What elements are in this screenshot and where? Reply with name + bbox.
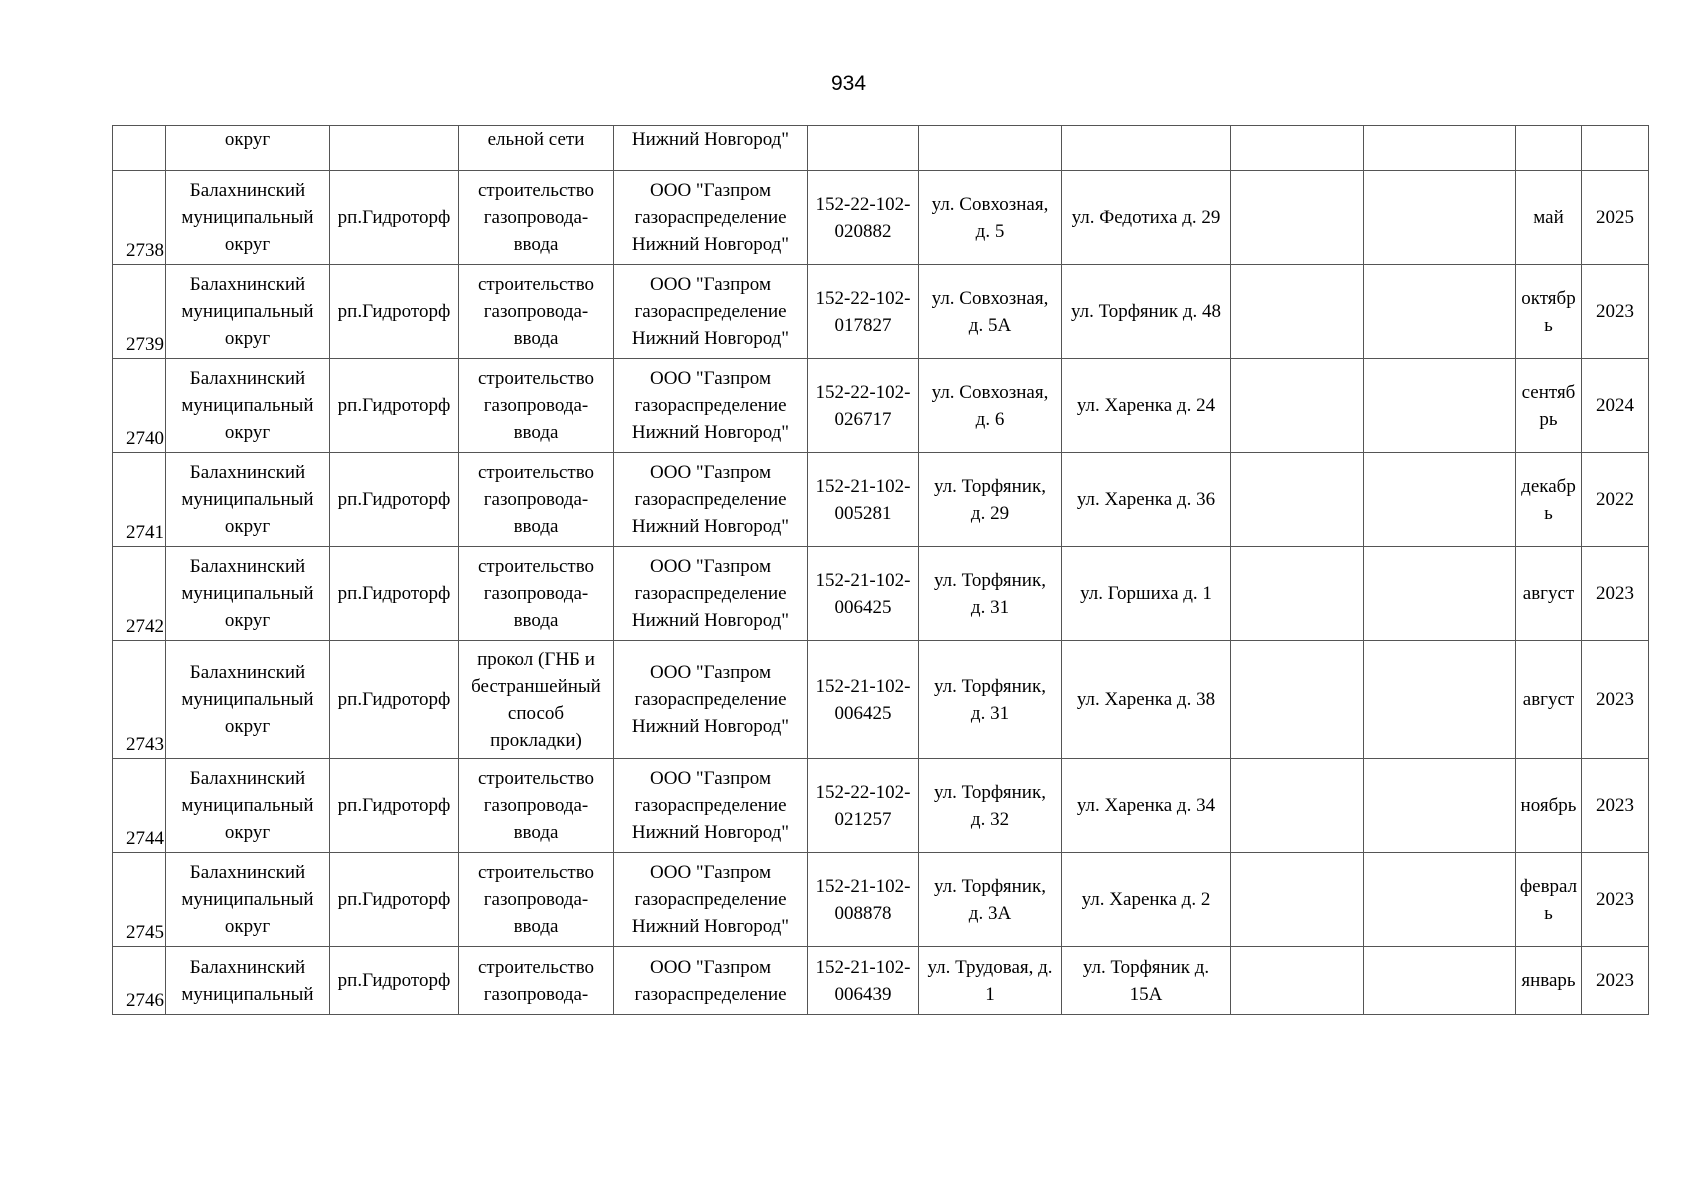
organization-cell — [614, 265, 808, 359]
district-line: муниципальный — [181, 301, 314, 322]
month-line: май — [1533, 207, 1564, 228]
application-code-cell — [808, 171, 919, 265]
district-line: округ — [224, 516, 271, 537]
month-cell — [1516, 453, 1582, 547]
object-address-cell — [919, 641, 1062, 759]
object-address-cell — [919, 359, 1062, 453]
district-line: муниципальный — [181, 207, 314, 228]
object-address-cell — [919, 947, 1062, 1015]
month-cell — [1516, 171, 1582, 265]
application-code-cell — [808, 759, 919, 853]
month-cell — [1516, 547, 1582, 641]
work-type-line: ельной сети — [487, 129, 585, 150]
month-line: ь — [1544, 502, 1553, 524]
object-address-line: 1 — [985, 983, 995, 1005]
work-type-line: газопровода- — [483, 489, 589, 510]
connection-address-line: ул. Харенка д. 24 — [1076, 395, 1216, 416]
object-address-line: д. 5 — [975, 220, 1005, 242]
month-line: декабр — [1521, 475, 1576, 497]
object-address-line: д. 31 — [970, 596, 1010, 618]
application-code-cell — [808, 359, 919, 453]
connection-address-line: ул. Торфяник д. — [1082, 956, 1210, 978]
work-type-line: газопровода- — [483, 395, 589, 416]
work-type-cell — [459, 171, 614, 265]
organization-line: ООО "Газпром — [650, 180, 771, 201]
application-code-line: 006425 — [834, 702, 892, 724]
table-row-continuation — [113, 126, 1649, 171]
settlement-cell: рп.Гидроторф — [330, 453, 459, 547]
district-line: округ — [224, 822, 271, 843]
connection-address-cell — [1062, 641, 1231, 759]
organization-line: газораспределение — [634, 395, 787, 416]
empty-cell — [1231, 641, 1364, 759]
application-code-cell — [808, 853, 919, 947]
organization-cell — [614, 453, 808, 547]
object-address-cell — [919, 265, 1062, 359]
work-type-line: ввода — [513, 422, 559, 443]
application-code-line: 152-21-102- — [815, 956, 911, 978]
district-cell — [166, 126, 330, 171]
application-code-line: 020882 — [834, 220, 892, 242]
year-cell: 2023 — [1582, 853, 1649, 947]
month-line: рь — [1539, 408, 1558, 430]
organization-cell — [614, 126, 808, 171]
empty-cell — [1364, 641, 1516, 759]
object-address-line: ул. Совхозная, — [931, 381, 1049, 403]
district-line: муниципальный — [181, 395, 314, 416]
row-number: 2743 — [113, 641, 166, 759]
year-cell: 2023 — [1582, 641, 1649, 759]
settlement-cell: рп.Гидроторф — [330, 265, 459, 359]
table-body — [113, 126, 1649, 1015]
object-address-line: д. 3А — [968, 902, 1012, 924]
empty-cell — [1364, 759, 1516, 853]
district-line: Балахнинский — [189, 180, 306, 201]
empty-cell — [1231, 853, 1364, 947]
work-type-cell — [459, 359, 614, 453]
empty-cell — [1364, 171, 1516, 265]
gasification-registry-table — [112, 125, 1649, 1015]
district-cell — [166, 759, 330, 853]
work-type-line: газопровода- — [483, 583, 589, 604]
work-type-line: строительство — [477, 368, 595, 389]
work-type-line: прокол (ГНБ и — [477, 648, 595, 670]
object-address-line: д. 5А — [968, 314, 1012, 336]
year-cell — [1582, 126, 1649, 171]
settlement-cell: рп.Гидроторф — [330, 853, 459, 947]
organization-line: Нижний Новгород" — [631, 516, 790, 537]
district-cell — [166, 265, 330, 359]
work-type-line: строительство — [477, 180, 595, 201]
district-line: муниципальный — [181, 583, 314, 604]
month-line: ь — [1544, 314, 1553, 336]
work-type-line: прокладки) — [490, 729, 582, 751]
application-code-line: 152-21-102- — [815, 875, 911, 897]
object-address-line: д. 29 — [970, 502, 1010, 524]
district-line: округ — [224, 610, 271, 631]
application-code-cell — [808, 641, 919, 759]
work-type-line: ввода — [513, 516, 559, 537]
organization-line: Нижний Новгород" — [631, 328, 790, 349]
work-type-line: газопровода- — [483, 301, 589, 322]
district-line: Балахнинский — [189, 768, 306, 789]
empty-cell — [1231, 547, 1364, 641]
application-code-cell — [808, 265, 919, 359]
month-line: ноябрь — [1520, 795, 1577, 816]
organization-line: газораспределение — [634, 983, 787, 1005]
district-cell — [166, 947, 330, 1015]
month-cell — [1516, 947, 1582, 1015]
year-cell: 2023 — [1582, 265, 1649, 359]
organization-line: ООО "Газпром — [650, 368, 771, 389]
row-number: 2740 — [113, 359, 166, 453]
table-row — [113, 453, 1649, 547]
object-address-line: ул. Трудовая, д. — [927, 956, 1053, 978]
connection-address-cell — [1062, 126, 1231, 171]
organization-line: ООО "Газпром — [650, 662, 771, 683]
page-number: 934 — [830, 72, 867, 95]
object-address-cell — [919, 171, 1062, 265]
connection-address-line: ул. Горшиха д. 1 — [1080, 583, 1212, 604]
year-cell: 2022 — [1582, 453, 1649, 547]
month-cell — [1516, 641, 1582, 759]
month-line: август — [1522, 689, 1575, 710]
connection-address-line: 15А — [1129, 983, 1163, 1005]
organization-line: ООО "Газпром — [650, 768, 771, 789]
empty-cell — [1231, 265, 1364, 359]
work-type-line: газопровода- — [483, 889, 589, 910]
connection-address-cell — [1062, 947, 1231, 1015]
application-code-line: 152-22-102- — [815, 287, 911, 309]
district-line: Балахнинский — [189, 368, 306, 389]
application-code-line: 152-21-102- — [815, 569, 911, 591]
district-line: Балахнинский — [189, 862, 306, 883]
organization-line: Нижний Новгород" — [631, 716, 790, 737]
organization-line: газораспределение — [634, 889, 787, 910]
settlement-cell: рп.Гидроторф — [330, 359, 459, 453]
organization-cell — [614, 171, 808, 265]
year-cell: 2023 — [1582, 759, 1649, 853]
connection-address-line: ул. Харенка д. 38 — [1076, 689, 1216, 710]
work-type-line: ввода — [513, 328, 559, 349]
month-line: ь — [1544, 902, 1553, 924]
application-code-line: 152-22-102- — [815, 781, 911, 803]
organization-line: ООО "Газпром — [650, 274, 771, 295]
month-line: сентяб — [1521, 381, 1576, 403]
district-line: округ — [224, 916, 271, 937]
work-type-cell — [459, 641, 614, 759]
organization-line: Нижний Новгород" — [631, 822, 790, 843]
application-code-line: 152-21-102- — [815, 475, 911, 497]
empty-cell — [1364, 359, 1516, 453]
table-row — [113, 359, 1649, 453]
district-cell — [166, 547, 330, 641]
object-address-line: д. 6 — [975, 408, 1005, 430]
month-line: октябр — [1521, 287, 1576, 309]
work-type-line: ввода — [513, 916, 559, 937]
organization-line: газораспределение — [634, 795, 787, 816]
application-code-line: 152-21-102- — [815, 675, 911, 697]
row-number: 2738 — [113, 171, 166, 265]
district-cell — [166, 641, 330, 759]
district-line: округ — [224, 328, 271, 349]
object-address-cell — [919, 759, 1062, 853]
organization-line: газораспределение — [634, 689, 787, 710]
district-line: округ — [224, 234, 271, 255]
work-type-line: ввода — [513, 822, 559, 843]
table-row — [113, 853, 1649, 947]
row-number: 2744 — [113, 759, 166, 853]
object-address-line: ул. Торфяник, — [934, 475, 1046, 497]
connection-address-cell — [1062, 453, 1231, 547]
organization-line: ООО "Газпром — [650, 956, 771, 978]
table-row — [113, 947, 1649, 1015]
organization-cell — [614, 359, 808, 453]
connection-address-line: ул. Харенка д. 34 — [1076, 795, 1216, 816]
object-address-cell — [919, 126, 1062, 171]
settlement-cell: рп.Гидроторф — [330, 759, 459, 853]
work-type-line: бестраншейный — [471, 675, 601, 697]
work-type-cell — [459, 547, 614, 641]
application-code-cell — [808, 453, 919, 547]
organization-line: газораспределение — [634, 207, 787, 228]
organization-line: Нижний Новгород" — [631, 129, 790, 150]
object-address-line: ул. Совхозная, — [931, 193, 1049, 215]
district-cell — [166, 171, 330, 265]
table-row — [113, 759, 1649, 853]
work-type-line: газопровода- — [483, 983, 589, 1005]
application-code-line: 152-22-102- — [815, 193, 911, 215]
district-line: округ — [224, 716, 271, 737]
application-code-line: 005281 — [834, 502, 892, 524]
work-type-line: строительство — [477, 274, 595, 295]
application-code-cell — [808, 126, 919, 171]
work-type-cell — [459, 453, 614, 547]
month-line: январь — [1521, 970, 1576, 991]
application-code-line: 026717 — [834, 408, 892, 430]
empty-cell — [1231, 759, 1364, 853]
settlement-cell — [330, 126, 459, 171]
year-cell: 2023 — [1582, 947, 1649, 1015]
object-address-line: ул. Торфяник, — [934, 781, 1046, 803]
organization-line: газораспределение — [634, 583, 787, 604]
year-cell: 2025 — [1582, 171, 1649, 265]
application-code-line: 008878 — [834, 902, 892, 924]
organization-line: ООО "Газпром — [650, 862, 771, 883]
settlement-cell: рп.Гидроторф — [330, 171, 459, 265]
month-line: феврал — [1519, 875, 1578, 897]
organization-line: ООО "Газпром — [650, 462, 771, 483]
organization-line: Нижний Новгород" — [631, 422, 790, 443]
object-address-line: ул. Торфяник, — [934, 569, 1046, 591]
work-type-line: газопровода- — [483, 795, 589, 816]
connection-address-line: ул. Торфяник д. 48 — [1070, 301, 1222, 322]
organization-line: ООО "Газпром — [650, 556, 771, 577]
object-address-line: ул. Совхозная, — [931, 287, 1049, 309]
organization-line: газораспределение — [634, 489, 787, 510]
empty-cell — [1364, 853, 1516, 947]
table-row — [113, 171, 1649, 265]
month-cell — [1516, 359, 1582, 453]
work-type-line: способ — [507, 702, 565, 724]
table-row — [113, 641, 1649, 759]
work-type-line: строительство — [477, 556, 595, 577]
work-type-line: строительство — [477, 956, 595, 978]
empty-cell — [1364, 947, 1516, 1015]
empty-cell — [1364, 126, 1516, 171]
object-address-cell — [919, 547, 1062, 641]
connection-address-line: ул. Федотиха д. 29 — [1071, 207, 1221, 228]
row-number — [113, 126, 166, 171]
month-cell — [1516, 759, 1582, 853]
application-code-line: 006425 — [834, 596, 892, 618]
application-code-cell — [808, 947, 919, 1015]
object-address-cell — [919, 453, 1062, 547]
empty-cell — [1364, 265, 1516, 359]
object-address-line: д. 31 — [970, 702, 1010, 724]
connection-address-cell — [1062, 265, 1231, 359]
object-address-line: д. 32 — [970, 808, 1010, 830]
organization-cell — [614, 759, 808, 853]
year-cell: 2024 — [1582, 359, 1649, 453]
district-line: округ — [224, 129, 271, 150]
row-number: 2742 — [113, 547, 166, 641]
month-cell — [1516, 265, 1582, 359]
connection-address-cell — [1062, 547, 1231, 641]
connection-address-line: ул. Харенка д. 36 — [1076, 489, 1216, 510]
district-cell — [166, 853, 330, 947]
organization-cell — [614, 547, 808, 641]
work-type-cell — [459, 759, 614, 853]
month-line: август — [1522, 583, 1575, 604]
district-line: Балахнинский — [189, 662, 306, 683]
empty-cell — [1231, 126, 1364, 171]
application-code-cell — [808, 547, 919, 641]
district-line: муниципальный — [181, 489, 314, 510]
month-cell — [1516, 126, 1582, 171]
row-number: 2741 — [113, 453, 166, 547]
district-line: муниципальный — [181, 889, 314, 910]
district-cell — [166, 359, 330, 453]
organization-line: газораспределение — [634, 301, 787, 322]
organization-line: Нижний Новгород" — [631, 916, 790, 937]
work-type-cell — [459, 853, 614, 947]
settlement-cell: рп.Гидроторф — [330, 641, 459, 759]
work-type-cell — [459, 265, 614, 359]
work-type-line: строительство — [477, 462, 595, 483]
work-type-line: ввода — [513, 610, 559, 631]
object-address-line: ул. Торфяник, — [934, 675, 1046, 697]
district-line: округ — [224, 422, 271, 443]
organization-cell — [614, 641, 808, 759]
district-line: Балахнинский — [189, 462, 306, 483]
application-code-line: 021257 — [834, 808, 892, 830]
empty-cell — [1231, 453, 1364, 547]
row-number: 2745 — [113, 853, 166, 947]
organization-cell — [614, 947, 808, 1015]
organization-cell — [614, 853, 808, 947]
work-type-cell — [459, 126, 614, 171]
work-type-line: ввода — [513, 234, 559, 255]
row-number: 2746 — [113, 947, 166, 1015]
object-address-cell — [919, 853, 1062, 947]
connection-address-cell — [1062, 759, 1231, 853]
district-line: муниципальный — [181, 983, 314, 1005]
object-address-line: ул. Торфяник, — [934, 875, 1046, 897]
year-cell: 2023 — [1582, 547, 1649, 641]
work-type-line: газопровода- — [483, 207, 589, 228]
district-line: Балахнинский — [189, 274, 306, 295]
application-code-line: 006439 — [834, 983, 892, 1005]
district-cell — [166, 453, 330, 547]
organization-line: Нижний Новгород" — [631, 234, 790, 255]
work-type-line: строительство — [477, 768, 595, 789]
row-number: 2739 — [113, 265, 166, 359]
empty-cell — [1231, 947, 1364, 1015]
work-type-cell — [459, 947, 614, 1015]
settlement-cell: рп.Гидроторф — [330, 947, 459, 1015]
settlement-cell: рп.Гидроторф — [330, 547, 459, 641]
district-line: Балахнинский — [189, 556, 306, 577]
month-cell — [1516, 853, 1582, 947]
empty-cell — [1231, 171, 1364, 265]
table-row — [113, 547, 1649, 641]
district-line: муниципальный — [181, 795, 314, 816]
work-type-line: строительство — [477, 862, 595, 883]
connection-address-line: ул. Харенка д. 2 — [1081, 889, 1211, 910]
empty-cell — [1364, 453, 1516, 547]
table-row — [113, 265, 1649, 359]
district-line: Балахнинский — [189, 956, 306, 978]
connection-address-cell — [1062, 853, 1231, 947]
district-line: муниципальный — [181, 689, 314, 710]
connection-address-cell — [1062, 171, 1231, 265]
connection-address-cell — [1062, 359, 1231, 453]
organization-line: Нижний Новгород" — [631, 610, 790, 631]
empty-cell — [1231, 359, 1364, 453]
application-code-line: 152-22-102- — [815, 381, 911, 403]
empty-cell — [1364, 547, 1516, 641]
application-code-line: 017827 — [834, 314, 892, 336]
